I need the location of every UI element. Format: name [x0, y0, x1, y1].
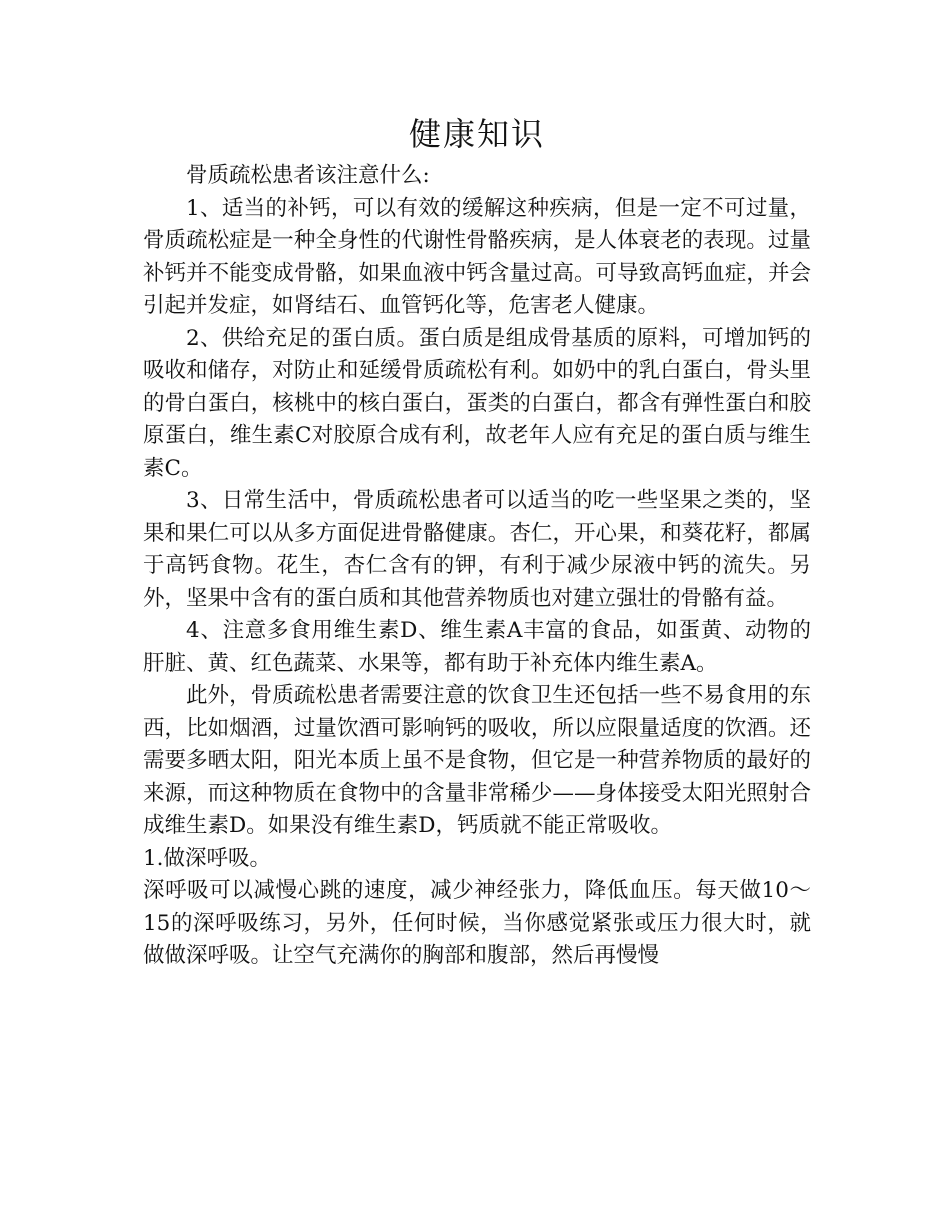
paragraph-5: 此外，骨质疏松患者需要注意的饮食卫生还包括一些不易食用的东西，比如烟酒，过量饮酒可影响钙的吸收，所以应限量适度的饮酒。还需要多晒太阳，阳光本质上虽不是食物，但它是一种营养物质的最好的来源，而这种物质在食物中的含量非常稀少——身体接受太阳光照射合成维生素D。如果没有维生素D，钙质就不能正常吸收。: [143, 683, 811, 838]
paragraph-1: 1、适当的补钙，可以有效的缓解这种疾病，但是一定不可过量，骨质疏松症是一种全身性的代谢性骨骼疾病，是人体衰老的表现。过量补钙并不能变成骨骼，如果血液中钙含量过高。可导致高钙血症，并会引起并发症，如肾结石、血管钙化等，危害老人健康。: [143, 195, 811, 318]
page-title: 健康知识: [408, 115, 545, 153]
paragraph-2: 2、供给充足的蛋白质。蛋白质是组成骨基质的原料，可增加钙的吸收和储存，对防止和延缓骨质疏松有利。如奶中的乳白蛋白，骨头里的骨白蛋白，核桃中的核白蛋白，蛋类的白蛋白，都含有弹性蛋白和胶原蛋白，维生素C对胶原合成有利，故老年人应有充足的蛋白质与维生素C。: [143, 325, 811, 481]
section-heading: 1.做深呼吸。: [143, 845, 272, 871]
paragraph-4: 4、注意多食用维生素D、维生素A丰富的食品，如蛋黄、动物的肝脏、黄、红色蔬菜、水果等，都有助于补充体内维生素A。: [143, 618, 811, 676]
intro-line: 骨质疏松患者该注意什么:: [186, 163, 430, 188]
paragraph-3: 3、日常生活中，骨质疏松患者可以适当的吃一些坚果之类的，坚果和果仁可以从多方面促进骨骼健康。杏仁，开心果，和葵花籽，都属于高钙食物。花生，杏仁含有的钾，有利于减少尿液中钙的流失。另外，坚果中含有的蛋白质和其他营养物质也对建立强壮的骨骼有益。: [143, 488, 811, 611]
document-content: [143, 112, 811, 973]
section-body: 深呼吸可以减慢心跳的速度，减少神经张力，降低血压。每天做10～15的深呼吸练习，另外，任何时候，当你感觉紧张或压力很大时，就做做深呼吸。让空气充满你的胸部和腹部，然后再慢慢: [143, 878, 811, 968]
